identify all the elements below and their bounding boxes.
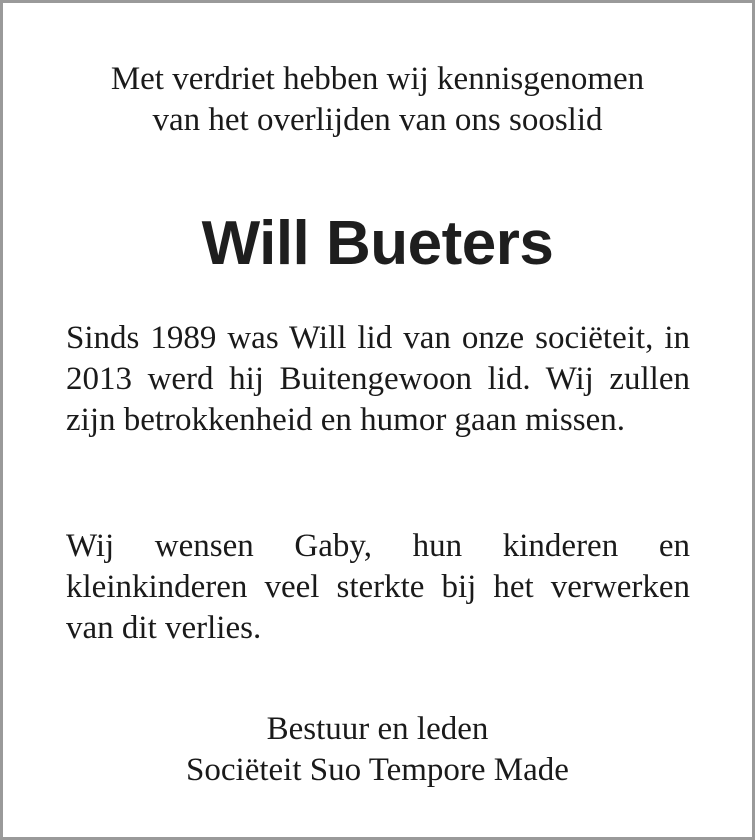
condolence-paragraph: Wij wensen Gaby, hun kinderen en kleinkinderen veel sterkte bij het verwerken van dit verlies. <box>66 528 690 646</box>
signature-line-2: Sociëteit Suo Tempore Made <box>186 752 569 788</box>
membership-paragraph: Sinds 1989 was Will lid van onze sociëteit, in 2013 werd hij Buitengewoon lid. Wij zullen zijn betrokkenheid en humor gaan missen. <box>66 320 690 438</box>
deceased-name: Will Bueters <box>201 209 554 278</box>
signature <box>3 709 752 791</box>
signature-line-1: Bestuur en leden <box>266 711 489 747</box>
intro-line-2: van het overlijden van ons sooslid <box>152 102 603 138</box>
intro-text <box>3 59 752 141</box>
intro-line-1: Met verdriet hebben wij kennisgenomen <box>110 61 645 97</box>
